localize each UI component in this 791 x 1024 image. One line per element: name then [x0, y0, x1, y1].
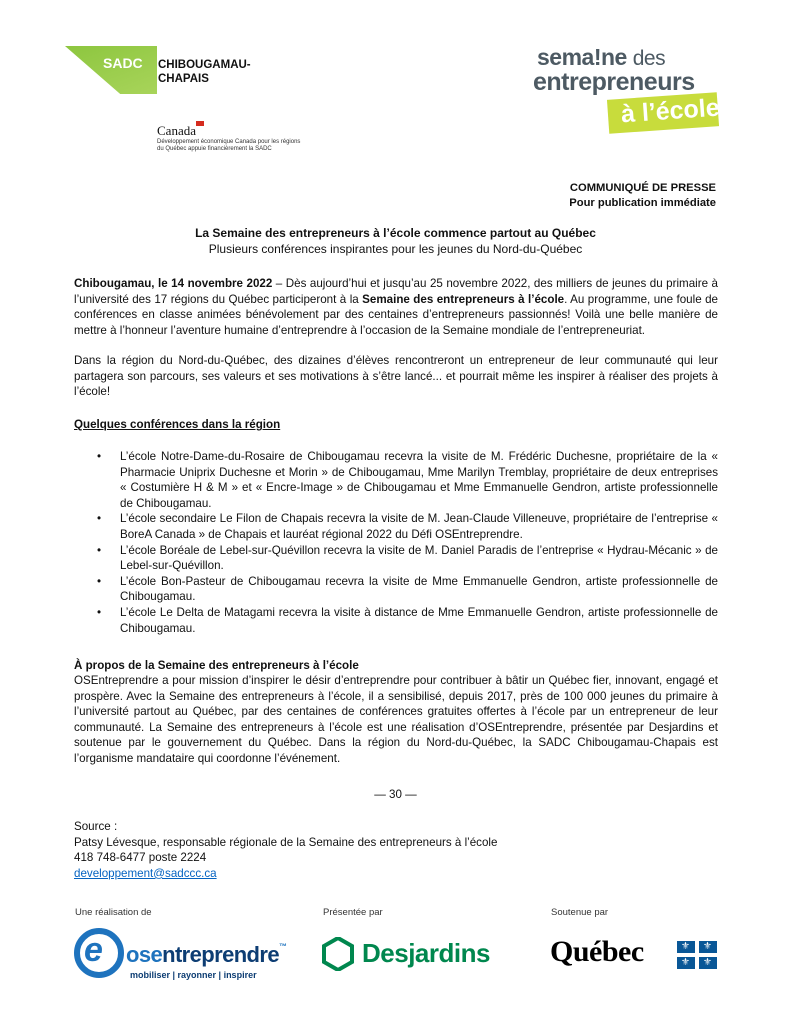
- sadc-word: SADC: [103, 55, 143, 71]
- ose-tm: ™: [278, 942, 287, 951]
- fleur-de-lis-icon: ⚜: [703, 941, 712, 952]
- fleur-de-lis-icon: ⚜: [681, 941, 690, 952]
- list-item-text: L’école Boréale de Lebel-sur-Quévillon recevra la visite de M. Daniel Paradis de l’entreprise « Hydrau-Mécanic » de Lebel-sur-Quévillon.: [120, 543, 718, 573]
- sadc-name: [158, 58, 251, 86]
- bullet: •: [97, 605, 102, 619]
- desjardins-hexagon-icon: [322, 937, 354, 971]
- bullet: •: [97, 512, 102, 526]
- list-item-text: L’école Bon-Pasteur de Chibougamau recevra la visite de Mme Emmanuelle Gendron, artiste professionnelle de Chibougamau.: [120, 574, 718, 604]
- footer-caption-soutenue: Soutenue par: [551, 907, 609, 918]
- semaine-line1: [537, 44, 665, 71]
- canada-flag-icon: [196, 121, 204, 126]
- list-item: [74, 511, 718, 542]
- dateline: Chibougamau, le 14 novembre 2022: [74, 277, 273, 290]
- ose-wordmark-a: ose: [126, 942, 163, 967]
- ose-wordmark-b: ntreprendre: [162, 942, 279, 967]
- fleur-de-lis-icon: ⚜: [681, 957, 690, 968]
- press-line1: COMMUNIQUÉ DE PRESSE: [569, 182, 716, 194]
- list-item-text: L’école Le Delta de Matagami recevra la visite à distance de Mme Emmanuelle Gendron, artiste professionnelle de Chibougamau.: [120, 605, 718, 635]
- list-item: [74, 574, 718, 605]
- source-label: Source :: [74, 820, 118, 833]
- fleur-de-lis-icon: ⚜: [703, 957, 712, 968]
- bullet: •: [97, 574, 102, 588]
- intro-paragraph: [74, 276, 718, 338]
- canada-wordmark: Canada: [157, 123, 196, 138]
- press-line2: Pour publication immédiate: [569, 196, 716, 209]
- conferences-title: Quelques conférences dans la région: [74, 418, 281, 431]
- source-block: [74, 819, 497, 881]
- headline: [0, 226, 791, 257]
- sadc-name-line1: CHIBOUGAMAU-: [158, 59, 251, 71]
- about-text: OSEntreprendre a pour mission d’inspirer le désir d’entreprendre pour contribuer à bâtir un Québec fier, innovant, engagé et prospère. Avec la Semaine des entrepreneurs à l’école, il a sensibilisé, depuis 2017, près de 100 000 jeunes du primaire à l’université partout au Québec, par des centaines de conférences gratuites offertes à l’école par un entrepreneur de leur communauté. La Semaine des entrepreneurs à l’école est une réalisation d’OSEntreprendre, présentée par Desjardins et soutenue par le gouvernement du Québec. Dans la région du Nord-du-Québec, la SADC Chibougamau-Chapais est l’organisme mandataire qui coordonne l’événement.: [74, 674, 718, 765]
- list-item: [74, 543, 718, 574]
- press-header: [569, 181, 716, 210]
- semaine-word: sema!ne: [537, 44, 627, 70]
- desjardins-logo: [322, 935, 502, 975]
- source-name: Patsy Lévesque, responsable régionale de la Semaine des entrepreneurs à l’école: [74, 835, 498, 849]
- semaine-line3: à l’école: [620, 93, 721, 129]
- ose-tagline: mobiliser | rayonner | inspirer: [130, 970, 257, 980]
- list-item: [74, 449, 718, 511]
- canada-subtitle: Développement économique Canada pour les régions du Québec appuie financièrement la SADC: [157, 139, 301, 152]
- list-item: [74, 605, 718, 636]
- intro-bold: Semaine des entrepreneurs à l’école: [362, 292, 565, 306]
- source-phone: 418 748-6477 poste 2224: [74, 851, 207, 865]
- intro-text-a: – Dès aujourd’hui et jusqu’au 25 novembre 2022, des milliers de jeunes du primaire à l’université des 17 régions du Québec participeront à la: [74, 277, 718, 306]
- ose-wordmark: [126, 942, 286, 968]
- ose-e-glyph: e: [84, 931, 103, 969]
- quebec-logo: [550, 935, 730, 975]
- source-email-link[interactable]: developpement@sadccc.ca: [74, 866, 217, 880]
- semaine-des: des: [632, 47, 666, 70]
- sadc-logo: [65, 46, 301, 166]
- headline-subtitle: Plusieurs conférences inspirantes pour les jeunes du Nord-du-Québec: [208, 241, 583, 256]
- end-separator: — 30 —: [374, 788, 417, 801]
- footer-caption-presentee: Présentée par: [323, 907, 383, 918]
- intro-text-b: . Au programme, une foule de conférences en classe animées bénévolement par des centaines d’entrepreneurs passionnés! Voilà une belle manière de mettre à l’honneur l’aventure humaine d’entreprendre à l’occasion de la Semaine mondiale de l’entrepreneuriat.: [74, 292, 718, 337]
- region-paragraph: Dans la région du Nord-du-Québec, des dizaines d’élèves rencontreront un entrepreneur de leur communauté qui leur partagera son parcours, ses valeurs et ses motivations à s’être lancé... et pourrait même les inspirer à réaliser des projets à l’école!: [74, 354, 718, 399]
- quebec-wordmark: Québec: [550, 935, 644, 968]
- about-title: À propos de la Semaine des entrepreneurs à l’école: [74, 659, 359, 672]
- list-item-text: L’école Notre-Dame-du-Rosaire de Chibougamau recevra la visite de M. Frédéric Duchesne, propriétaire de la « Pharmacie Uniprix Duchesne et Morin » de Chibougamau, Mme Marilyn Tremblay, propriétaire de deux entreprises « Costumière H & M » et « Encre-Image » de Chibougamau et Mme Emmanuelle Gendron, artiste professionnelle de Chibougamau.: [120, 450, 718, 510]
- conferences-list: [74, 449, 718, 636]
- desjardins-wordmark: Desjardins: [362, 938, 490, 968]
- bullet: •: [97, 450, 102, 463]
- headline-title: La Semaine des entrepreneurs à l’école commence partout au Québec: [195, 226, 596, 240]
- quebec-flag-icon: [677, 941, 717, 969]
- footer-caption-realisation: Une réalisation de: [75, 907, 152, 918]
- list-item-text: L’école secondaire Le Filon de Chapais recevra la visite de M. Jean-Claude Villeneuve, propriétaire de l’entreprise « BoreA Canada » de Chapais et lauréat régional 2022 du Défi OSEntreprendre.: [120, 512, 718, 541]
- bullet: •: [97, 543, 102, 557]
- osentreprendre-logo: [74, 928, 287, 988]
- semaine-line2: entrepreneurs: [533, 68, 695, 96]
- semaine-logo: [525, 44, 725, 134]
- sadc-name-line2: CHAPAIS: [158, 73, 209, 85]
